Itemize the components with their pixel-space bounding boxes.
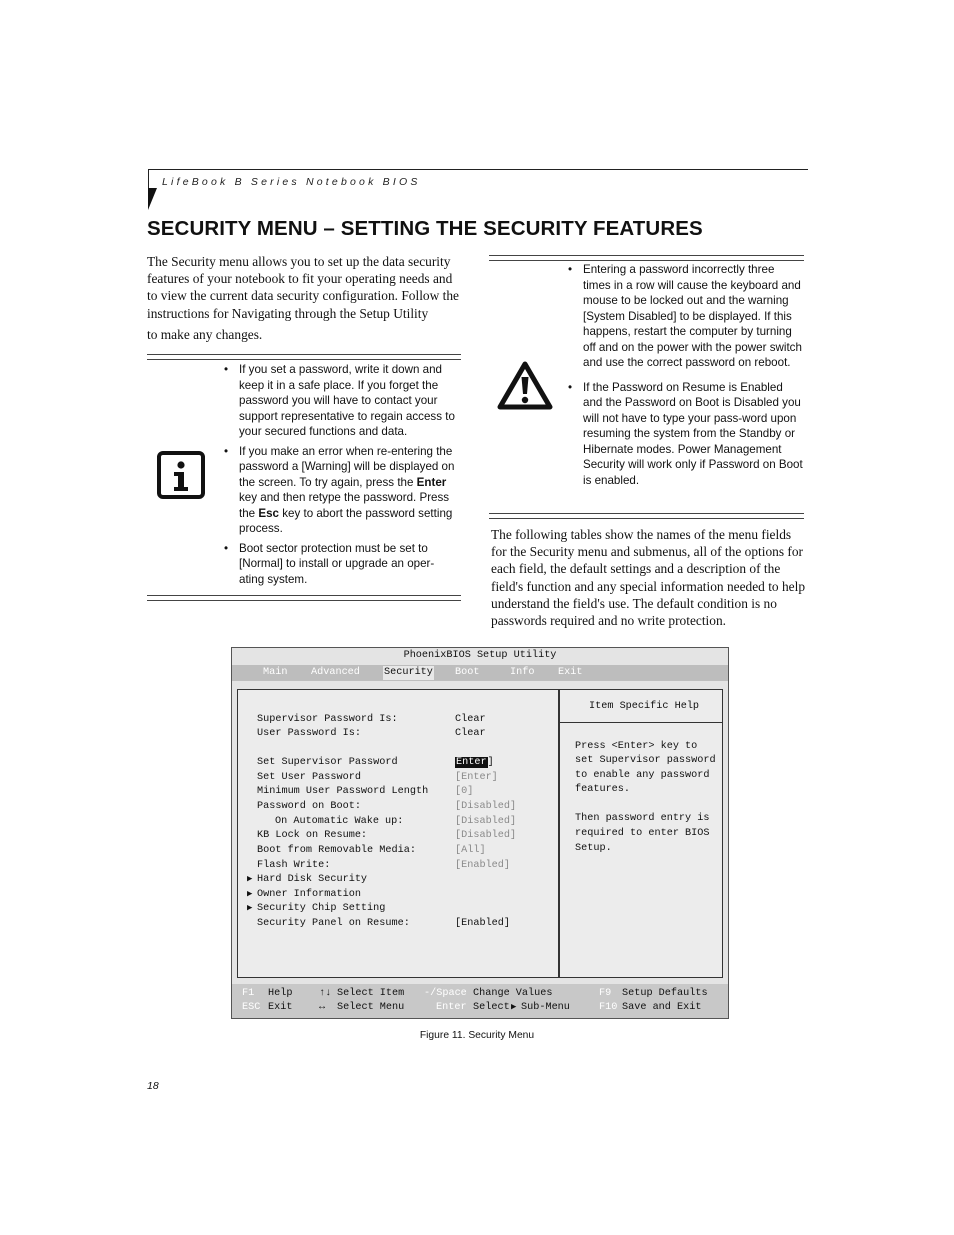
bios-menu-exit[interactable]: Exit: [558, 667, 583, 678]
bios-menu-bar: [232, 665, 728, 681]
selected-value[interactable]: Enter: [456, 757, 487, 768]
bios-screen: [231, 647, 729, 1019]
key-esc-label: Exit: [268, 1002, 293, 1013]
bios-menu-info[interactable]: Info: [510, 667, 535, 678]
info-note-list: [224, 362, 456, 591]
warning-icon: [497, 361, 553, 411]
esc-key-label: Esc: [258, 506, 279, 520]
key-f9: F9: [599, 988, 612, 999]
setting-label[interactable]: KB Lock on Resume:: [257, 830, 368, 841]
submenu-hard-disk-security[interactable]: Hard Disk Security: [257, 874, 368, 885]
bios-menu-boot[interactable]: Boot: [455, 667, 480, 678]
setting-label[interactable]: Flash Write:: [257, 860, 331, 871]
header-vertical-rule: [148, 169, 149, 189]
key-f1: F1: [242, 988, 255, 999]
key-enter-label-2: Sub-Menu: [521, 1002, 570, 1013]
info-note-item: • If you set a password, write it down and keep it in a safe place. If you forget the password you will have to contact your support representative to regain access to your secured functions and data.: [224, 362, 456, 440]
key-up-down-label: Select Item: [337, 988, 405, 999]
key-enter: Enter: [436, 1002, 467, 1013]
help-line: Then password entry is: [575, 813, 710, 824]
page-title: SECURITY MENU – SETTING THE SECURITY FEATURES: [147, 217, 703, 240]
key-esc: ESC: [242, 1002, 261, 1013]
bios-key-legend: [232, 984, 728, 1018]
submenu-arrow-icon: ▶: [247, 889, 253, 899]
key-up-down: ↑↓: [319, 988, 332, 999]
key-left-right: ↔: [319, 1002, 326, 1013]
bios-title: PhoenixBIOS Setup Utility: [403, 650, 557, 661]
setting-value: Clear: [455, 728, 486, 739]
setting-label[interactable]: Minimum User Password Length: [257, 786, 429, 797]
intro-paragraph: The Security menu allows you to set up the data security features of your notebook to fit your operating needs and to view the current data security configuration. Follow the instructions for Navigating through the Setup Utility: [147, 254, 459, 321]
info-note-item: • Boot sector protection must be set to [Normal] to install or upgrade an oper-ating system.: [224, 541, 456, 588]
setting-value[interactable]: [All]: [455, 845, 486, 856]
setting-label[interactable]: Password on Boot:: [257, 801, 361, 812]
setting-label[interactable]: Boot from Removable Media:: [257, 845, 416, 856]
key-left-right-label: Select Menu: [337, 1002, 405, 1013]
key-f9-label: Setup Defaults: [622, 988, 708, 999]
bios-menu-security[interactable]: Security: [384, 667, 433, 678]
submenu-arrow-icon: ▶: [247, 903, 253, 913]
warning-note-item: • If the Password on Resume is Enabled and the Password on Boot is Disabled you will not have to type your pass-word upon resuming the system from the Standby or Hibernate modes. Power Management Security will work only if Password on Boot is enabled.: [568, 380, 804, 489]
key-f10-label: Save and Exit: [622, 1002, 702, 1013]
submenu-arrow-icon: ▶: [511, 1002, 517, 1012]
key-enter-label: Select: [473, 1002, 510, 1013]
setting-value[interactable]: Enter]: [456, 757, 494, 768]
setting-label: User Password Is:: [257, 728, 361, 739]
submenu-arrow-icon: ▶: [247, 874, 253, 884]
figure-caption: Figure 11. Security Menu: [419, 1030, 535, 1041]
help-line: Press <Enter> key to: [575, 741, 698, 752]
help-title-box: [560, 690, 722, 723]
key-f1-label: Help: [268, 988, 293, 999]
setting-value[interactable]: [Disabled]: [455, 816, 517, 827]
key-space-label: Change Values: [473, 988, 553, 999]
help-line: required to enter BIOS: [575, 828, 710, 839]
following-paragraph: The following tables show the names of the menu fields for the Security menu and submenus, all of the options for each field, the default settings and a description of the field's function and any special information needed to help understand the field's use. The default condition is no passwords required and no write protection.: [491, 527, 806, 629]
key-space: -/Space: [424, 988, 467, 999]
info-icon: [157, 451, 205, 499]
running-header: LifeBook B Series Notebook BIOS: [162, 176, 421, 188]
setting-label: Supervisor Password Is:: [257, 714, 398, 725]
info-note-bottom-rule: [147, 595, 461, 601]
setting-value[interactable]: [0]: [455, 786, 474, 797]
warning-note-list: [568, 262, 804, 492]
page-number: 18: [147, 1080, 159, 1092]
header-corner-mark: [148, 188, 157, 210]
setting-value[interactable]: [Disabled]: [455, 830, 517, 841]
help-title: Item Specific Help: [589, 701, 700, 712]
warning-note-top-rule: [489, 255, 804, 261]
warning-note-item: • Entering a password incorrectly three times in a row will cause the keyboard and mouse to be locked out and the warning [System Disabled] to be displayed. If this happens, restart the computer by turning off and on the power with the power switch and use the correct password on reboot.: [568, 262, 804, 371]
setting-label[interactable]: Set User Password: [257, 772, 361, 783]
setting-value: Clear: [455, 714, 486, 725]
key-f10: F10: [599, 1002, 618, 1013]
setting-value[interactable]: [Enabled]: [455, 918, 511, 929]
help-line: set Supervisor password: [575, 755, 716, 766]
setting-label[interactable]: On Automatic Wake up:: [275, 816, 404, 827]
bios-settings-panel: [237, 689, 559, 978]
warning-note-bottom-rule: [489, 513, 804, 519]
header-rule: [148, 169, 808, 170]
help-line: to enable any password: [575, 770, 710, 781]
setting-value[interactable]: [Enter]: [455, 772, 498, 783]
info-note-item: • If you make an error when re-entering the password a [Warning] will be displayed on the screen. To try again, press the Enter key and then retype the password. Press the Esc key to abort the password setting process.: [224, 444, 456, 537]
help-line: features.: [575, 784, 631, 795]
submenu-owner-information[interactable]: Owner Information: [257, 889, 361, 900]
submenu-security-chip-setting[interactable]: Security Chip Setting: [257, 903, 386, 914]
enter-key-label: Enter: [416, 475, 447, 489]
bios-menu-main[interactable]: Main: [263, 667, 288, 678]
help-line: Setup.: [575, 843, 612, 854]
setting-value[interactable]: [Disabled]: [455, 801, 517, 812]
info-note-top-rule: [147, 354, 461, 360]
setting-label[interactable]: Set Supervisor Password: [257, 757, 398, 768]
setting-label[interactable]: Security Panel on Resume:: [257, 918, 410, 929]
bios-help-panel: [559, 689, 723, 978]
setting-value[interactable]: [Enabled]: [455, 860, 511, 871]
bios-menu-advanced[interactable]: Advanced: [311, 667, 360, 678]
intro-paragraph-end: to make any changes.: [147, 327, 263, 342]
